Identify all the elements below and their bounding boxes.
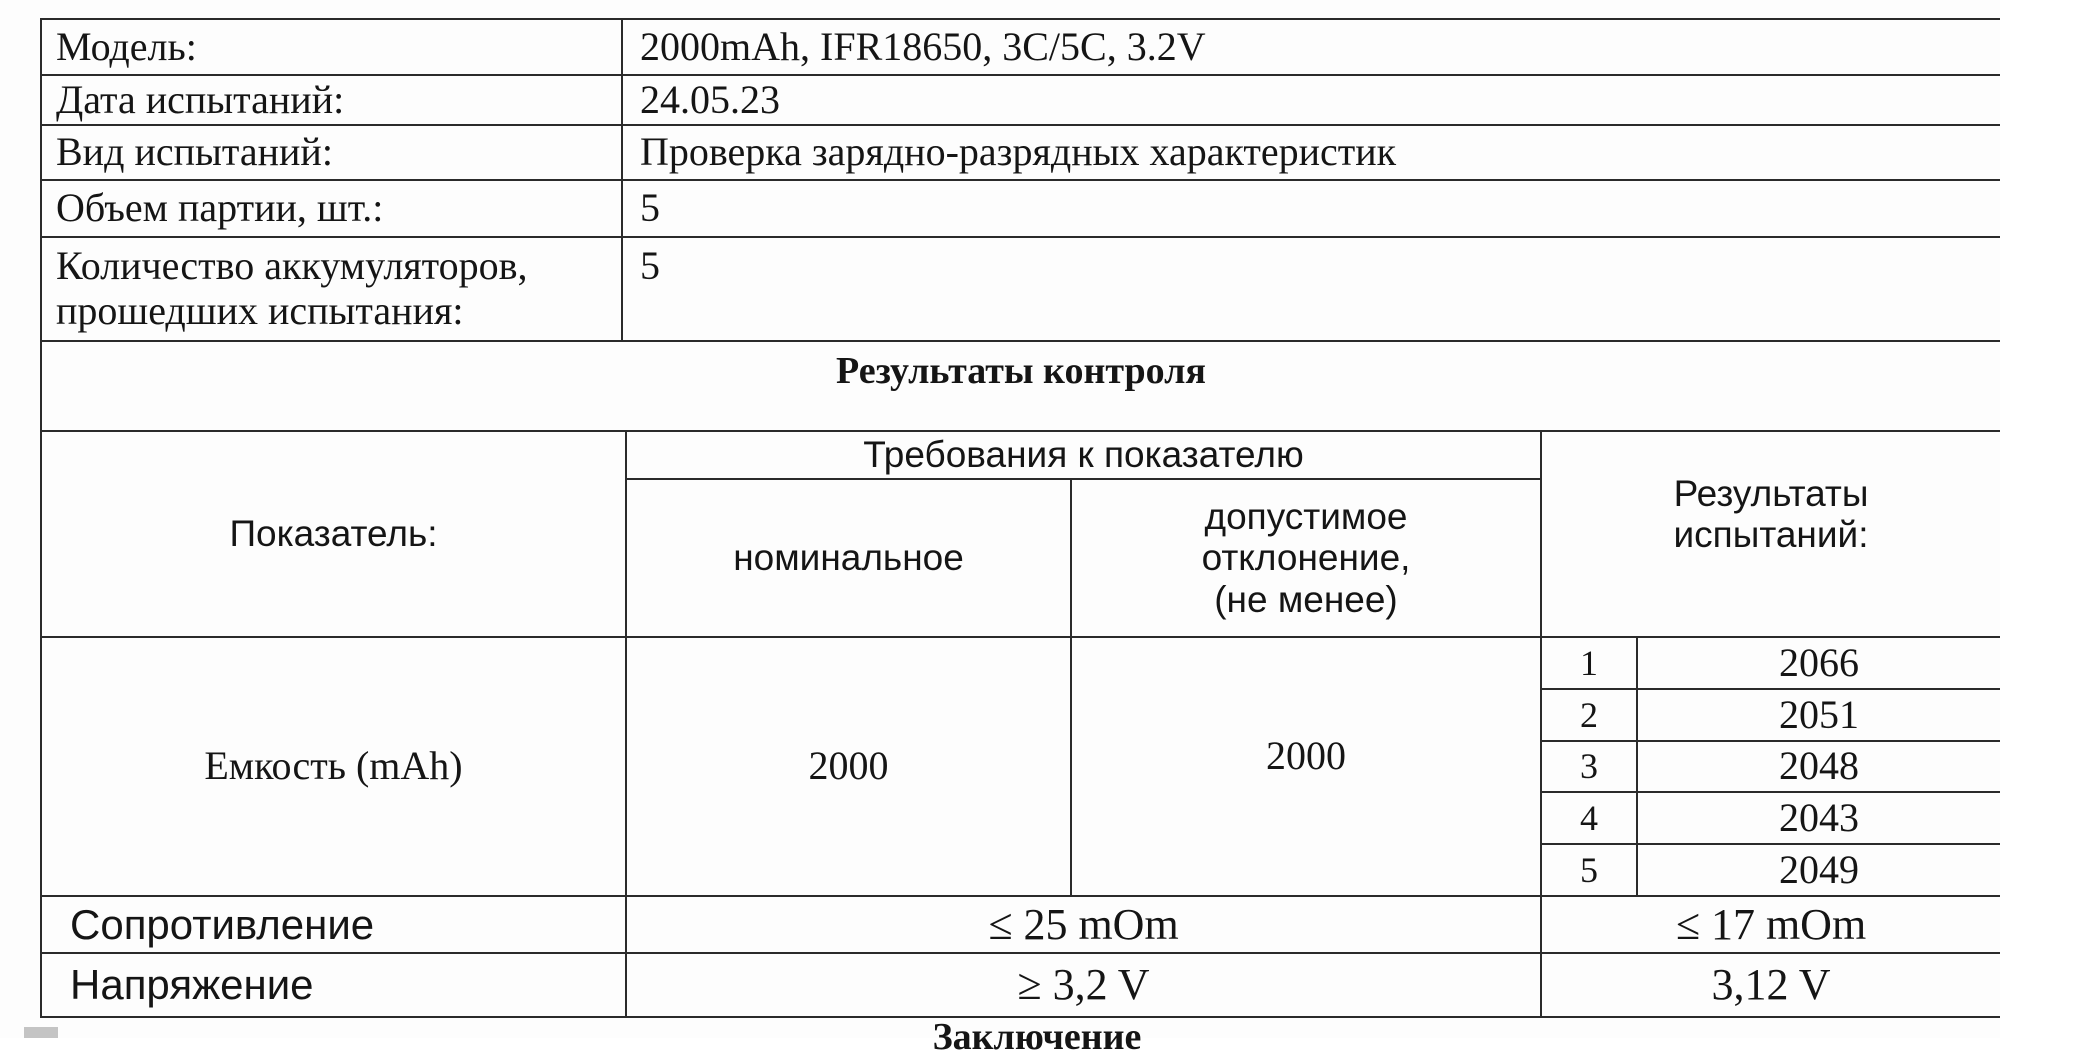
model-label: Модель: <box>40 18 621 74</box>
results-header-line: Результаты <box>1673 472 1869 514</box>
test-type-label: Вид испытаний: <box>40 124 621 179</box>
resistance-label: Сопротивление <box>40 895 625 952</box>
sample-index: 3 <box>1540 740 1636 791</box>
sample-capacity: 2066 <box>1636 636 2000 688</box>
tested-count-label <box>40 236 621 340</box>
sample-index: 2 <box>1540 688 1636 740</box>
results-title: Результаты контроля <box>40 340 2000 430</box>
batch-size-label: Объем партии, шт.: <box>40 179 621 236</box>
sample-index: 1 <box>1540 636 1636 688</box>
sample-capacity: 2048 <box>1636 740 2000 791</box>
deviation-header-line: отклонение, <box>1201 537 1411 579</box>
results-header <box>1540 430 2000 636</box>
nominal-header: номинальное <box>625 478 1070 636</box>
model-value: 2000mAh, IFR18650, 3C/5C, 3.2V <box>621 18 2000 74</box>
conclusion-heading: Заключение <box>932 1016 1142 1058</box>
voltage-requirement: ≥ 3,2 V <box>625 952 1540 1018</box>
deviation-header-line: допустимое <box>1204 495 1408 537</box>
indicator-header: Показатель: <box>40 430 625 636</box>
test-date-value: 24.05.23 <box>621 74 2000 124</box>
deviation-header <box>1070 478 1540 636</box>
scan-artifact <box>24 1027 58 1038</box>
capacity-label: Емкость (mAh) <box>40 636 625 895</box>
conclusion-heading-area <box>0 1016 2000 1058</box>
test-type-value: Проверка зарядно-разрядных характеристик <box>621 124 2000 179</box>
requirements-header: Требования к показателю <box>625 430 1540 478</box>
capacity-deviation: 2000 <box>1070 636 1540 895</box>
deviation-header-line: (не менее) <box>1214 578 1398 620</box>
sample-capacity: 2049 <box>1636 843 2000 895</box>
batch-size-value: 5 <box>621 179 2000 236</box>
sample-capacity: 2043 <box>1636 791 2000 843</box>
resistance-requirement: ≤ 25 mOm <box>625 895 1540 952</box>
sample-index: 4 <box>1540 791 1636 843</box>
voltage-label: Напряжение <box>40 952 625 1018</box>
results-header-line: испытаний: <box>1673 514 1869 555</box>
capacity-nominal: 2000 <box>625 636 1070 895</box>
sample-index: 5 <box>1540 843 1636 895</box>
sample-capacity: 2051 <box>1636 688 2000 740</box>
tested-count-value: 5 <box>621 236 2000 340</box>
voltage-result: 3,12 V <box>1540 952 2000 1018</box>
tested-count-label-line: прошедших испытания: <box>56 288 464 333</box>
test-date-label: Дата испытаний: <box>40 74 621 124</box>
resistance-result: ≤ 17 mOm <box>1540 895 2000 952</box>
tested-count-label-line: Количество аккумуляторов, <box>56 243 528 289</box>
